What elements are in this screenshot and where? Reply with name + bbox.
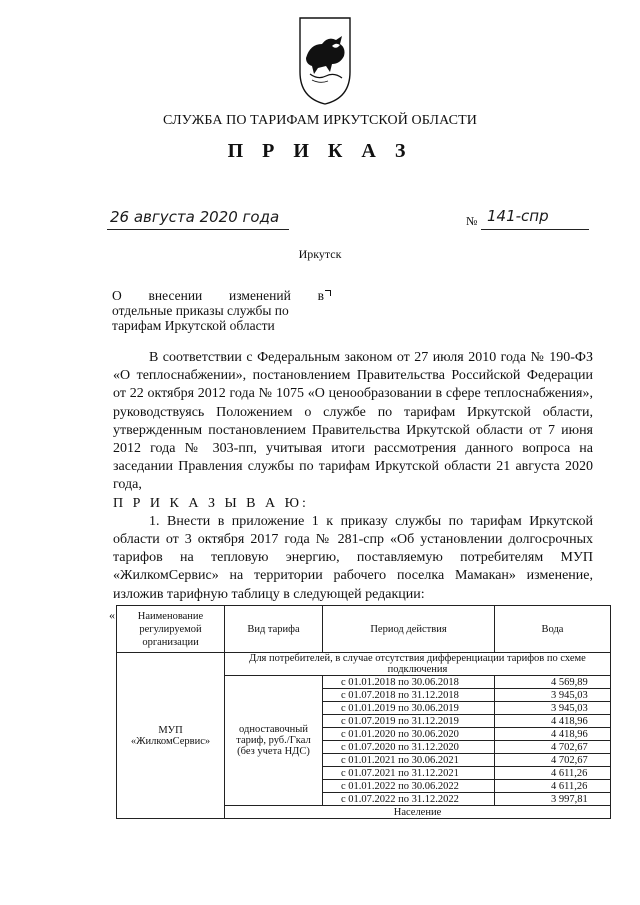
- org-name-line-2: «ЖилкомСервис»: [130, 735, 211, 747]
- period-cell: с 01.07.2019 по 31.12.2019: [323, 715, 495, 728]
- order-item-1: 1. Внести в приложение 1 к приказу службы по тарифам Иркутской области от 3 октября 2017 года № 281-спр «Об установлении долгосрочных тарифов на тепловую энергию, поставляемую потребителям МУП «ЖилкомСервис» на территории рабочего поселка Мамакан» изменение, изложив тарифную таблицу в следующей редакции:: [113, 513, 593, 602]
- tariff-table: [116, 605, 611, 819]
- period-cell: с 01.01.2018 по 30.06.2018: [323, 676, 495, 689]
- section-consumers: Для потребителей, в случае отсутствия дифференциации тарифов по схеме подключения: [225, 653, 611, 676]
- subject-word: в: [317, 288, 324, 303]
- subject-line-2: отдельные приказы службы по: [112, 303, 289, 318]
- handwritten-number: 141-спр: [487, 207, 549, 225]
- order-word: П Р И К А З Ы В А Ю:: [113, 495, 309, 511]
- number-sign: №: [466, 214, 478, 228]
- period-cell: с 01.01.2019 по 30.06.2019: [323, 702, 495, 715]
- value-cell: 3 945,03: [495, 702, 611, 715]
- value-cell: 4 569,89: [495, 676, 611, 689]
- value-cell: 4 702,67: [495, 741, 611, 754]
- preamble-paragraph: В соответствии с Федеральным законом от 27 июля 2010 года № 190-ФЗ «О теплоснабжении», постановлением Правительства Российской Федерации от 22 октября 2012 года № 1075 «О ценообразовании в сфере теплоснабжения», руководствуясь Положением о службе по тарифам Иркутской области, утвержденным постановлением Правительства Иркутской области от 7 июня 2012 года № 303-пп, учитывая итоги рассмотрения данного вопроса на заседании Правления службы по тарифам Иркутской области 21 августа 2020 года,: [113, 350, 593, 493]
- tariff-type-cell: одноставочный тариф, руб./Гкал (без учета НДС): [225, 676, 323, 806]
- period-cell: с 01.07.2020 по 31.12.2020: [323, 741, 495, 754]
- agency-name: СЛУЖБА ПО ТАРИФАМ ИРКУТСКОЙ ОБЛАСТИ: [163, 113, 477, 128]
- subject-line-1: [112, 288, 324, 303]
- section-population: Население: [225, 806, 611, 819]
- subject-block: [112, 288, 324, 333]
- table-open-quote: «: [109, 608, 115, 622]
- table-section-row: [117, 653, 611, 676]
- subject-corner-mark: [325, 290, 331, 296]
- header-water: Вода: [495, 606, 611, 653]
- period-cell: с 01.07.2022 по 31.12.2022: [323, 793, 495, 806]
- subject-word: изменений: [229, 288, 291, 303]
- value-cell: 4 418,96: [495, 728, 611, 741]
- period-cell: с 01.01.2022 по 30.06.2022: [323, 780, 495, 793]
- coat-of-arms-emblem: [296, 14, 354, 106]
- handwritten-date: 26 августа 2020 года: [110, 208, 280, 226]
- period-cell: с 01.01.2021 по 30.06.2021: [323, 754, 495, 767]
- document-title: П Р И К А З: [227, 140, 413, 162]
- org-name-cell: [117, 653, 225, 819]
- header-tariff-type: Вид тарифа: [225, 606, 323, 653]
- value-cell: 4 611,26: [495, 780, 611, 793]
- org-name-line-1: МУП: [158, 724, 183, 736]
- value-cell: 3 945,03: [495, 689, 611, 702]
- subject-word: О: [112, 288, 122, 303]
- order-body: [113, 349, 593, 604]
- value-cell: 3 997,81: [495, 793, 611, 806]
- value-cell: 4 702,67: [495, 754, 611, 767]
- period-cell: с 01.01.2020 по 30.06.2020: [323, 728, 495, 741]
- value-cell: 4 418,96: [495, 715, 611, 728]
- subject-line-3: тарифам Иркутской области: [112, 318, 275, 333]
- period-cell: с 01.07.2018 по 31.12.2018: [323, 689, 495, 702]
- date-underline: [107, 229, 289, 230]
- subject-word: внесении: [148, 288, 203, 303]
- table-header-row: [117, 606, 611, 653]
- header-org: Наименование регулируемой организации: [117, 606, 225, 653]
- period-cell: с 01.07.2021 по 31.12.2021: [323, 767, 495, 780]
- value-cell: 4 611,26: [495, 767, 611, 780]
- number-underline: [481, 229, 589, 230]
- header-period: Период действия: [323, 606, 495, 653]
- city-name: Иркутск: [298, 247, 342, 261]
